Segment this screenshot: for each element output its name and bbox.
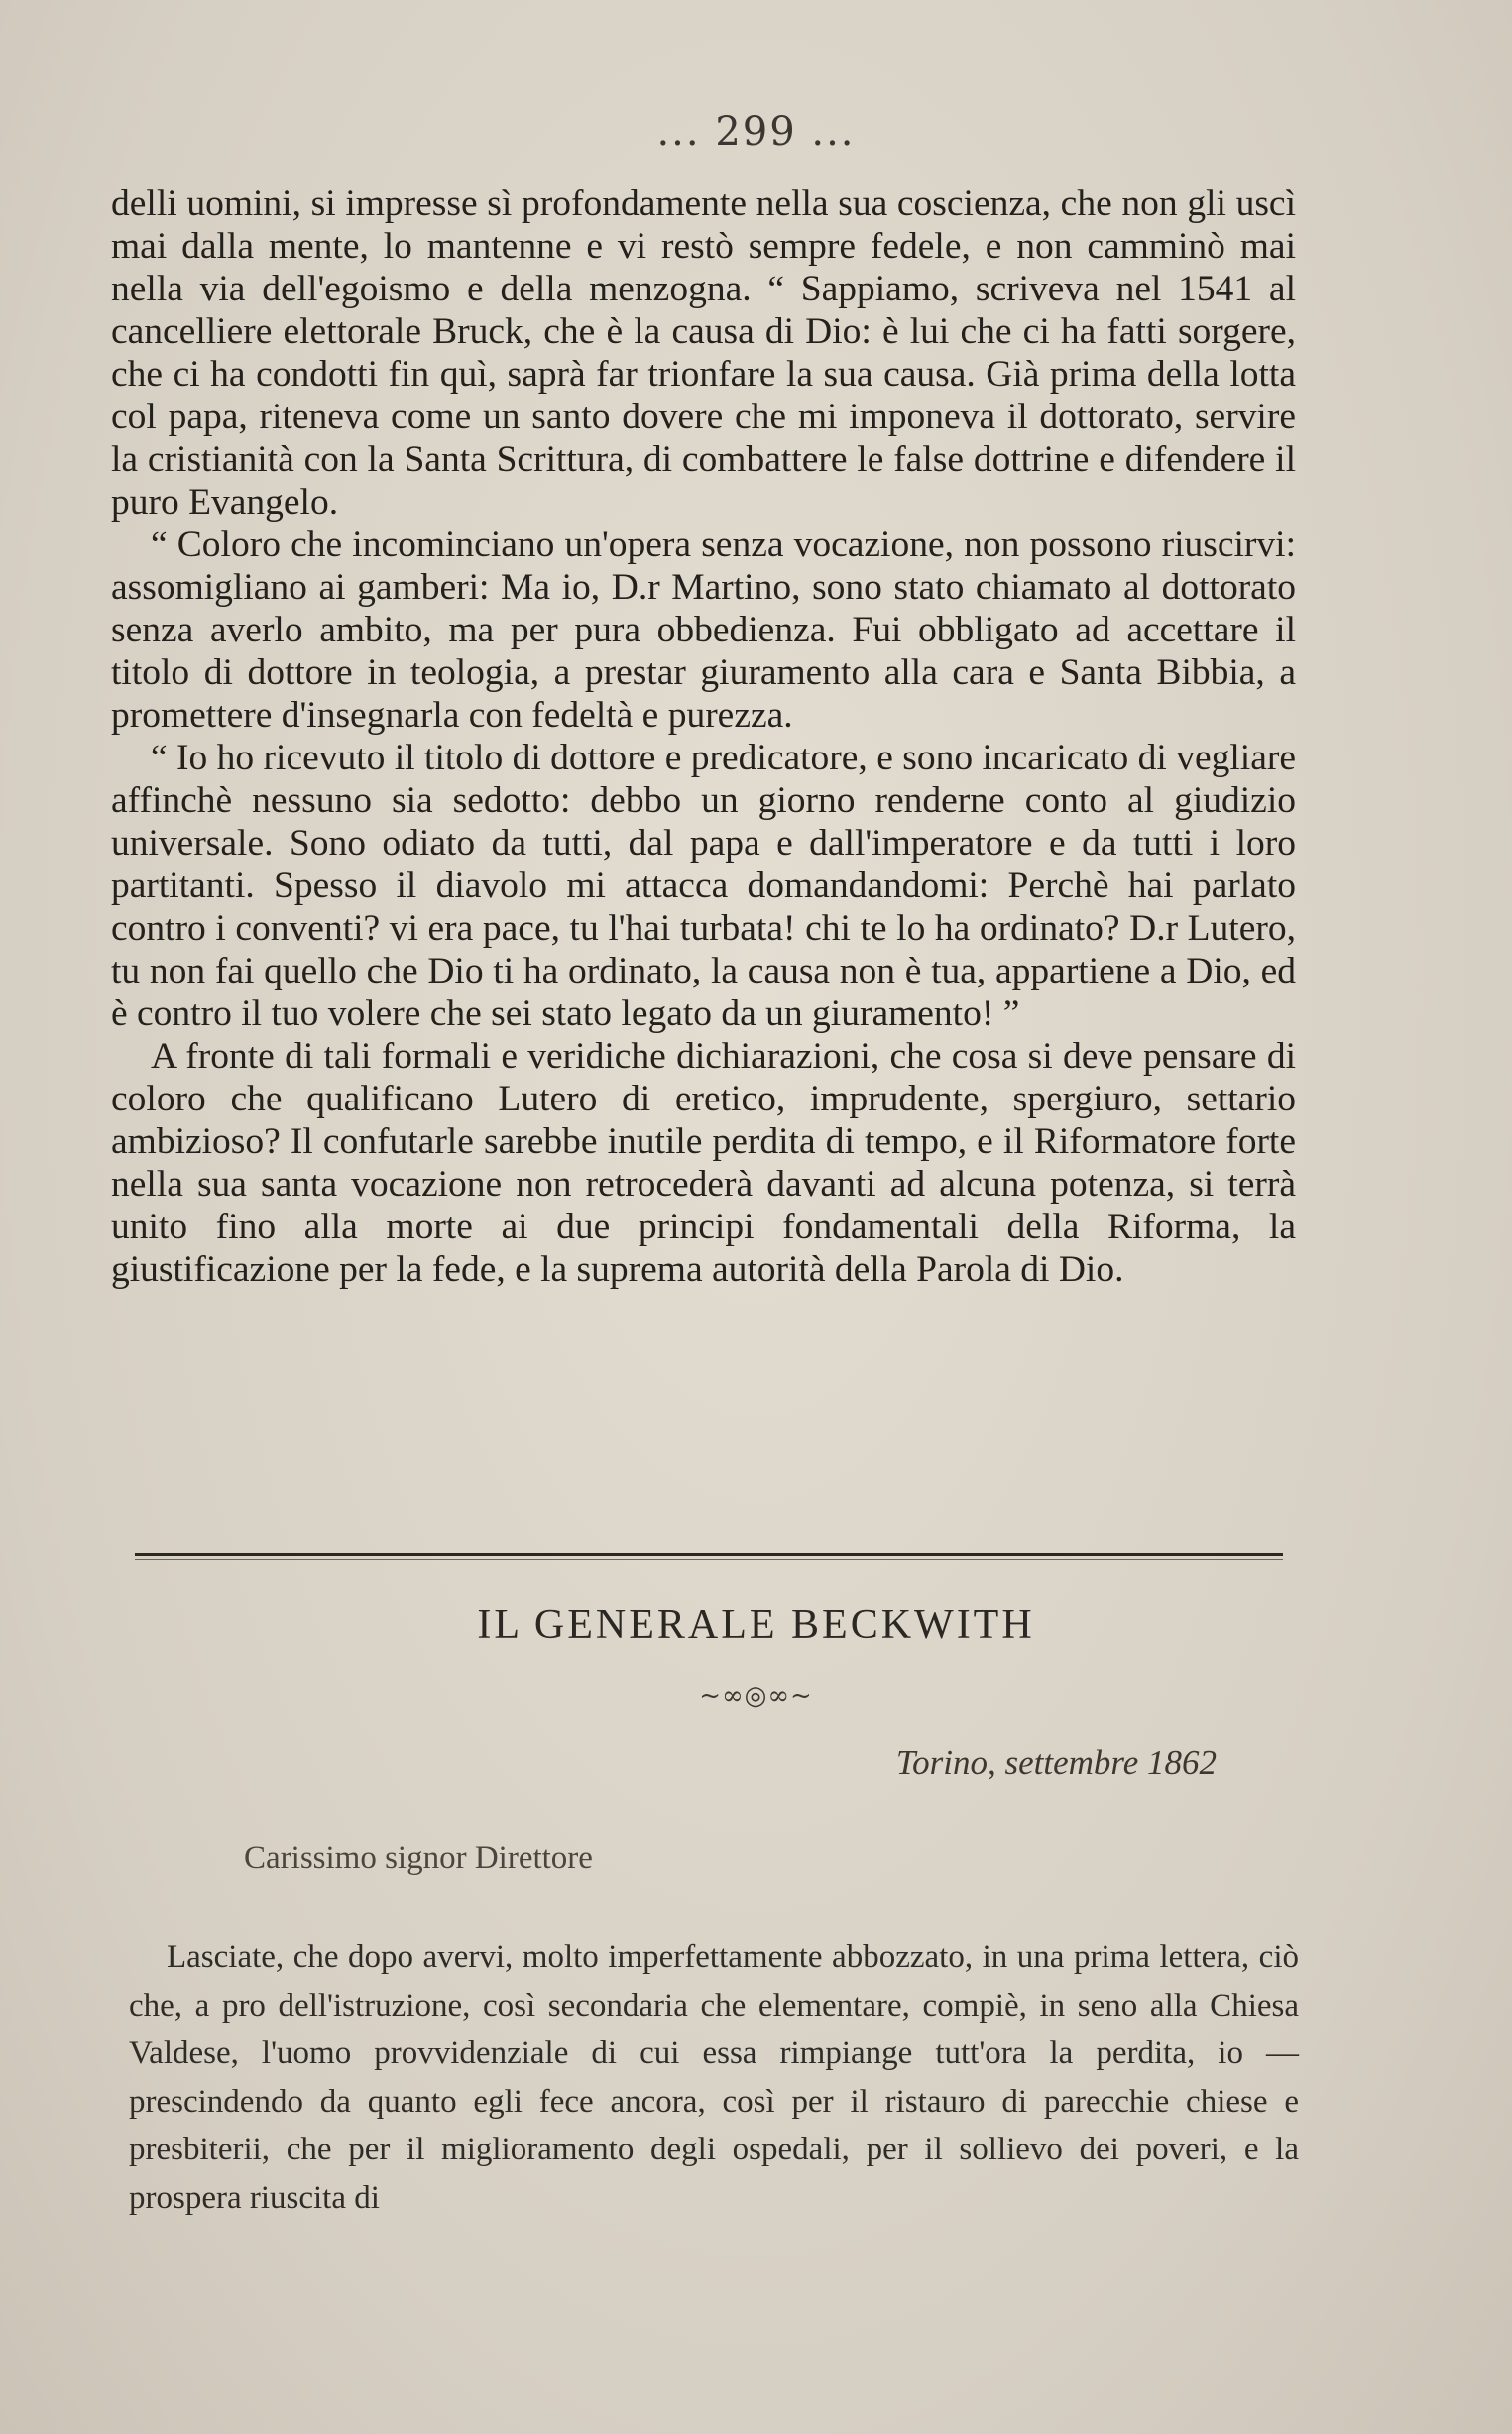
dateline: Torino, settembre 1862 xyxy=(895,1743,1217,1782)
section-divider xyxy=(135,1553,1283,1556)
article-paragraph: “ Io ho ricevuto il titolo di dottore e predicatore, e sono incaricato di vegliare affinchè nessuno sia sedotto: debbo un giorno renderne conto al giudizio universale. Sono odiato da tutti, dal papa e dall'imperatore e da tutti i loro partitanti. Spesso il diavolo mi attacca domandandomi: Perchè hai parlato contro i conventi? vi era pace, tu l'hai turbata! chi te lo ha ordinato? D.r Lutero, tu non fai quello che Dio ti ha ordinato, la causa non è tua, appartiene a Dio, ed è contro il tuo volere che sei stato legato da un giuramento! ” xyxy=(111,738,1296,1034)
letter-body xyxy=(129,1933,1299,2222)
section-divider-thin xyxy=(135,1559,1283,1560)
article-body xyxy=(111,182,1296,1291)
article-paragraph: delli uomini, si impresse sì profondamente nella sua coscienza, che non gli uscì mai dalla mente, lo mantenne e vi restò sempre fedele, e non camminò mai nella via dell'egoismo e della menzogna. “ Sappiamo, scriveva nel 1541 al cancelliere elettorale Bruck, che è la causa di Dio: è lui che ci ha fatti sorgere, che ci ha condotti fin quì, saprà far trionfare la sua causa. Già prima della lotta col papa, riteneva come un santo dovere che mi imponeva il dottorato, servire la cristianità con la Santa Scrittura, di combattere le false dottrine e difendere il puro Evangelo. xyxy=(111,183,1296,522)
letter-paragraph: Lasciate, che dopo avervi, molto imperfettamente abbozzato, in una prima lettera, ciò che, a pro dell'istruzione, così secondaria che elementare, compiè, in seno alla Chiesa Valdese, l'uomo provvidenziale di cui essa rimpiange tutt'ora la perdita, io — prescindendo da quanto egli fece ancora, così per il ristauro di parecchie chiese e presbiterii, che per il miglioramento degli ospedali, per il sollievo dei poveri, e la prospera riuscita di xyxy=(129,1939,1299,2216)
article-paragraph: A fronte di tali formali e veridiche dichiarazioni, che cosa si deve pensare di coloro che qualificano Lutero di eretico, imprudente, spergiuro, settario ambizioso? Il confutarle sarebbe inutile perdita di tempo, e il Riformatore forte nella sua santa vocazione non retrocederà davanti ad alcuna potenza, si terrà unito fino alla morte ai due principi fondamentali della Riforma, la giustificazione per la fede, e la suprema autorità della Parola di Dio. xyxy=(111,1036,1296,1290)
ornament-icon: ~∞◎∞~ xyxy=(699,1681,813,1711)
article-paragraph: “ Coloro che incominciano un'opera senza vocazione, non possono riuscirvi: assomigliano ai gamberi: Ma io, D.r Martino, sono stato chiamato al dottorato senza averlo ambito, ma per pura obbedienza. Fui obbligato ad accettare il titolo di dottore in teologia, a prestar giuramento alla cara e Santa Bibbia, a promettere d'insegnarla con fedeltà e purezza. xyxy=(111,524,1296,736)
salutation: Carissimo signor Direttore xyxy=(244,1840,593,1876)
section-title: IL GENERALE BECKWITH xyxy=(477,1602,1035,1648)
page-number: ... 299 ... xyxy=(656,109,856,155)
